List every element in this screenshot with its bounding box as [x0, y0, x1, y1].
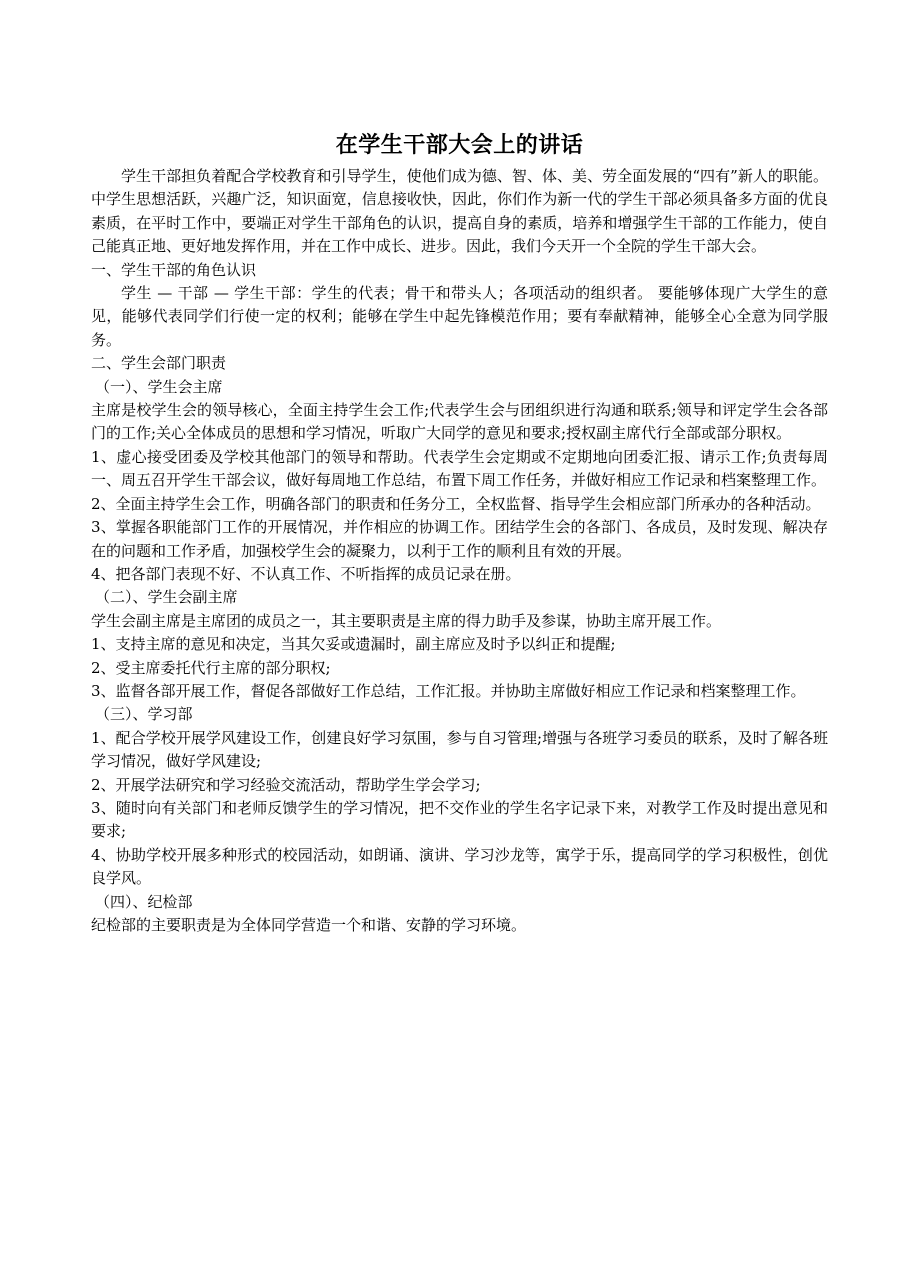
vice-chairman-item-2: 2、受主席委托代行主席的部分职权; [91, 658, 331, 677]
subheading-study-dept: （三）、学习部 [95, 705, 193, 724]
vice-chairman-item-3: 3、监督各部开展工作，督促各部做好工作总结，工作汇报。并协助主席做好相应工作记录和档案整理工作。 [91, 681, 806, 700]
chairman-item-2: 2、全面主持学生会工作，明确各部门的职责和任务分工，全权监督、指导学生会相应部门所承办的各种活动。 [91, 494, 821, 513]
study-dept-item-4: 4、协助学校开展多种形式的校园活动，如朗诵、演讲、学习沙龙等，寓学于乐，提高同学的学习积极性，创优良学风。 [91, 845, 828, 888]
chairman-item-1: 1、虚心接受团委及学校其他部门的领导和帮助。代表学生会定期或不定期地向团委汇报、请示工作;负责每周一、周五召开学生干部会议，做好每周地工作总结，布置下周工作任务，并做好相应工作记录和档案整理工作。 [91, 447, 828, 490]
study-dept-item-1: 1、配合学校开展学风建设工作，创建良好学习氛围，参与自习管理;增强与各班学习委员的联系，及时了解各班学习情况，做好学风建设; [91, 728, 828, 771]
section-heading-duties: 二、学生会部门职责 [91, 354, 227, 373]
section-heading-role: 一、学生干部的角色认识 [91, 260, 257, 279]
vice-chairman-paragraph: 学生会副主席是主席团的成员之一，其主要职责是主席的得力助手及参谋，协助主席开展工作。 [91, 611, 722, 630]
role-paragraph: 学生 — 干部 — 学生干部：学生的代表；骨干和带头人；各项活动的组织者。 要能够体现广大学生的意见，能够代表同学们行使一定的权利；能够在学生中起先锋模范作用；要有奉献精神，能够全心全意为同学服务。 [91, 284, 828, 349]
subheading-discipline-dept: （四）、纪检部 [95, 892, 193, 911]
chairman-item-3: 3、掌握各职能部门工作的开展情况，并作相应的协调工作。团结学生会的各部门、各成员，及时发现、解决存在的问题和工作矛盾，加强校学生会的凝聚力，以利于工作的顺利且有效的开展。 [91, 518, 828, 560]
subheading-chairman: （一）、学生会主席 [95, 377, 223, 396]
document-body [91, 165, 828, 937]
study-dept-item-2: 2、开展学法研究和学习经验交流活动，帮助学生学会学习; [91, 775, 481, 794]
chairman-paragraph: 主席是校学生会的领导核心，全面主持学生会工作;代表学生会与团组织进行沟通和联系;领导和评定学生会各部门的工作;关心全体成员的思想和学习情况，听取广大同学的意见和要求;授权副主席代行全部或部分职权。 [91, 401, 828, 443]
chairman-item-4: 4、把各部门表现不好、不认真工作、不听指挥的成员记录在册。 [91, 564, 521, 583]
document-page [91, 128, 828, 937]
document-title: 在学生干部大会上的讲话 [335, 133, 584, 158]
subheading-vice-chairman: （二）、学生会副主席 [95, 588, 238, 607]
intro-paragraph: 学生干部担负着配合学校教育和引导学生，使他们成为德、智、体、美、劳全面发展的“四有”新人的职能。中学生思想活跃，兴趣广泛，知识面宽，信息接收快，因此，你们作为新一代的学生干部必须具备多方面的优良素质，在平时工作中，要端正对学生干部角色的认识，提高自身的素质，培养和增强学生干部的工作能力，使自己能真正地、更好地发挥作用，并在工作中成长、进步。因此，我们今天开一个全院的学生干部大会。 [91, 167, 828, 256]
study-dept-item-3: 3、随时向有关部门和老师反馈学生的学习情况，把不交作业的学生名字记录下来，对教学工作及时提出意见和要求; [91, 798, 828, 841]
vice-chairman-item-1: 1、支持主席的意见和决定，当其欠妥或遗漏时，副主席应及时予以纠正和提醒; [91, 635, 616, 654]
discipline-dept-paragraph: 纪检部的主要职责是为全体同学营造一个和谐、安静的学习环境。 [91, 916, 527, 934]
